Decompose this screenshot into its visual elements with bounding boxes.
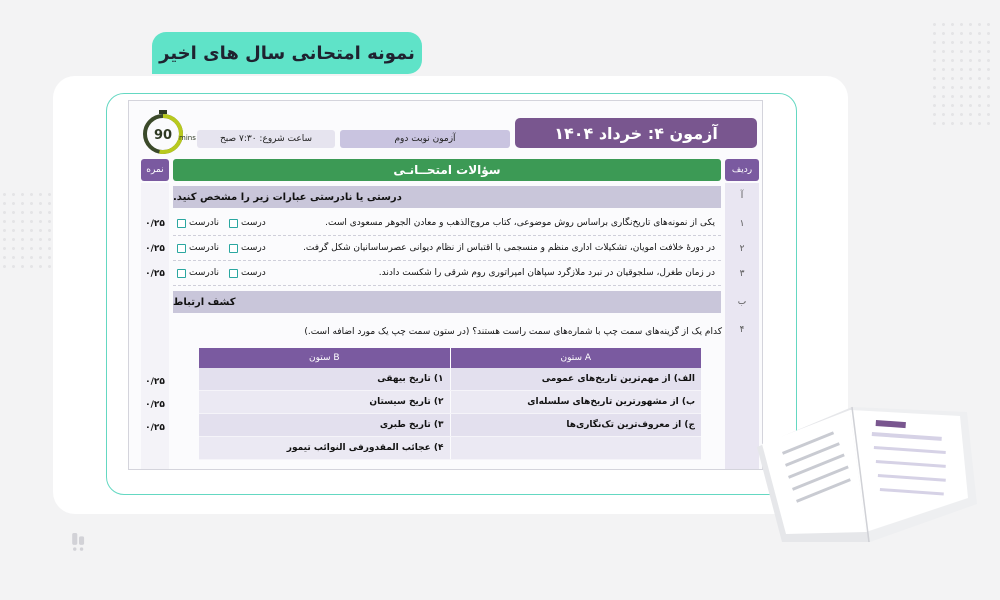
- checkbox-icon: [229, 269, 238, 278]
- row-number: ۲: [739, 244, 745, 254]
- question-text: در دورهٔ خلافت امویان، تشکیلات اداری منظم و منسجمی با اقتباس از نظام دیوانی عصرساسانیان شکل گرفت.: [303, 243, 715, 253]
- timer-unit: mins: [179, 134, 196, 142]
- score-value: ۰/۲۵: [145, 219, 165, 229]
- column-a-cell: ب) از مشهورترین تاریخ‌های سلسله‌ای: [450, 391, 702, 413]
- header-questions: سؤالات امتحــانـی: [173, 159, 721, 181]
- exam-turn: آزمون نوبت دوم: [340, 130, 510, 148]
- stopwatch-icon: [139, 109, 203, 155]
- row-number: ۴: [739, 325, 745, 335]
- start-time: ساعت شروع: ۷:۳۰ صبح: [197, 130, 335, 148]
- matching-question: کدام یک از گزینه‌های سمت چپ با شماره‌های سمت راست هستند؟ (در ستون سمت چپ یک مورد اضافه است.): [304, 327, 722, 337]
- header-nomreh: نمره: [141, 159, 169, 181]
- true-option[interactable]: درست: [229, 218, 266, 228]
- false-option[interactable]: نادرست: [177, 218, 219, 228]
- row-number: ۳: [739, 269, 745, 279]
- column-b-cell: ۳) تاریخ طبری: [379, 420, 444, 430]
- matching-table: [199, 348, 701, 460]
- section-letter: آ: [740, 191, 744, 201]
- checkbox-icon: [177, 269, 186, 278]
- column-b-header: ستون B: [199, 348, 450, 368]
- column-a-cell: الف) از مهم‌ترین تاریخ‌های عمومی: [450, 368, 702, 390]
- column-b-cell: ۲) تاریخ سیستان: [369, 397, 444, 407]
- column-a-cell: ج) از معروف‌ترین تک‌نگاری‌ها: [450, 414, 702, 436]
- true-option[interactable]: درست: [229, 268, 266, 278]
- false-option[interactable]: نادرست: [177, 243, 219, 253]
- checkbox-icon: [177, 244, 186, 253]
- decorative-dots: [930, 20, 990, 130]
- table-row: [199, 391, 701, 414]
- table-row: [173, 237, 721, 261]
- section-title: کشف ارتباط: [173, 291, 721, 313]
- banner-title: نمونه امتحانی سال های اخیر: [152, 32, 422, 74]
- score-value: ۰/۲۵: [145, 377, 165, 387]
- column-b-cell: ۱) تاریخ بیهقی: [377, 374, 444, 384]
- table-row: [199, 368, 701, 391]
- decorative-dots: [0, 190, 60, 270]
- exam-title: آزمون ۴: خرداد ۱۴۰۴: [515, 118, 757, 148]
- header-radif: ردیف: [725, 159, 759, 181]
- open-book-icon: [752, 392, 982, 552]
- row-number: ۱: [739, 219, 745, 229]
- table-row: [199, 437, 701, 460]
- timer-value: 90: [153, 128, 173, 143]
- question-text: در زمان طغرل، سلجوقیان در نبرد ملازگرد سپاهان امپراتوری روم شرقی را شکست دادند.: [378, 268, 715, 278]
- checkbox-icon: [229, 244, 238, 253]
- question-text: یکی از نمونه‌های تاریخ‌نگاری براساس روش موضوعی، کتاب مروج‌الذهب و معادن الجوهر مسعودی است.: [325, 218, 715, 228]
- section-letter: ب: [737, 297, 747, 307]
- column-a-cell: [450, 437, 702, 459]
- table-row: [173, 262, 721, 286]
- column-a-header: ستون A: [450, 348, 702, 368]
- table-row: [199, 414, 701, 437]
- score-value: ۰/۲۵: [145, 244, 165, 254]
- table-row: [173, 212, 721, 236]
- score-value: ۰/۲۵: [145, 269, 165, 279]
- column-b-cell: ۴) عجائب المقدورفی النوائب تیمور: [286, 443, 444, 453]
- section-instruction: درستی یا نادرستی عبارات زیر را مشخص کنید.: [173, 186, 721, 208]
- true-option[interactable]: درست: [229, 243, 266, 253]
- false-option[interactable]: نادرست: [177, 268, 219, 278]
- score-value: ۰/۲۵: [145, 423, 165, 433]
- checkbox-icon: [177, 219, 186, 228]
- score-value: ۰/۲۵: [145, 400, 165, 410]
- brand-logo-icon: [62, 530, 96, 558]
- exam-sheet: [128, 100, 763, 470]
- checkbox-icon: [229, 219, 238, 228]
